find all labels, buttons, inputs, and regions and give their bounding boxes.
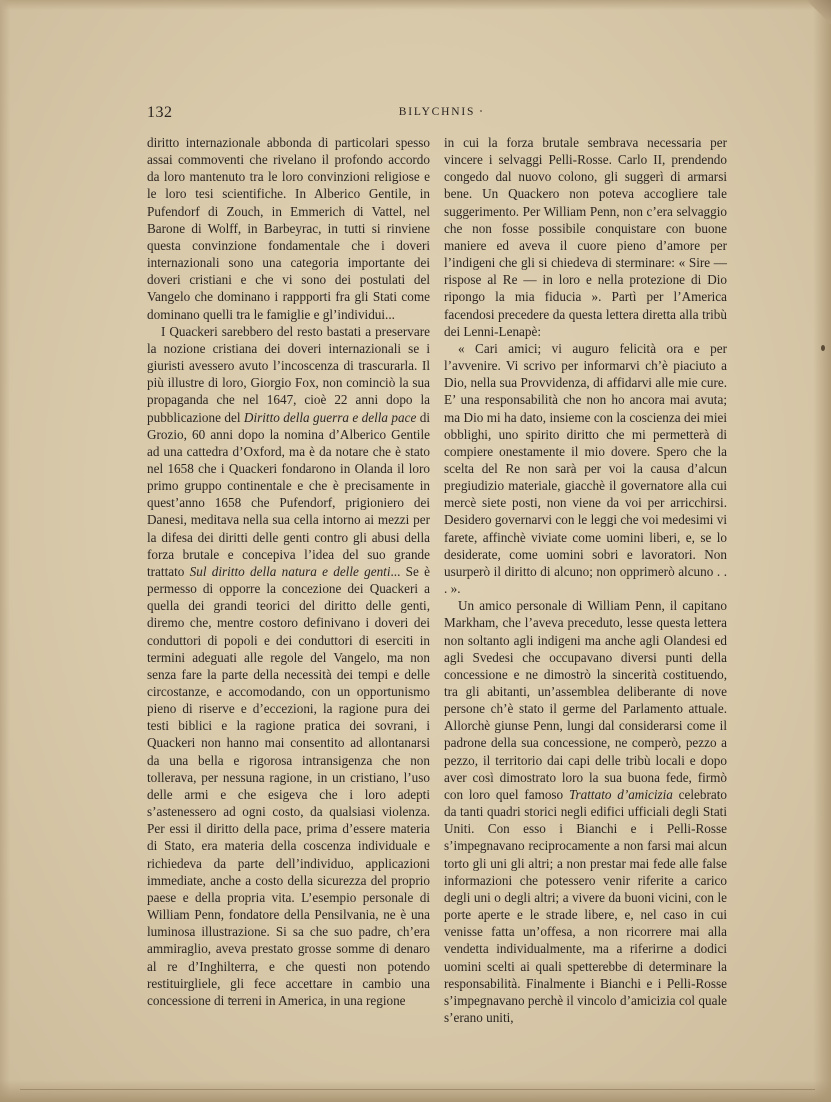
page-edge-shadow-top [0, 0, 831, 10]
text-run: ... Se è permesso di opporre la concezione dei Quackeri a quella dei grandi teorici del diritto delle genti, diremo che, mentre costoro definivano i doveri dei conduttori di popoli e dei conduttori di eserciti in termini adeguati alle regole del Vangelo, ma non senza fare la parte della necessità dei tempi e delle circostanze, e accomodando, con un opportunismo pieno di riserve e d’eccezioni, la ragione pura dei testi biblici e la ragione pratica dei sovrani, i Quackeri non hanno mai consentito ad allontanarsi da una bella e rigorosa intransigenza che non tollerava, per nessuna ragione, in un cristiano, l’uso delle armi e che esigeva che i loro adepti s’astenessero ad ogni costo, da qualsiasi violenza. Per essi il diritto della pace, prima d’essere materia di Stato, era materia della coscenza individuale e richiedeva da parte dell’individuo, applicazioni immediate, anche a costo della sicurezza del proprio paese e della propria vita. L’esempio personale di William Penn, fondatore della Pensilvania, ne è una luminosa illustrazione. Si sa che suo padre, ch’era ammiraglio, aveva prestato grosse somme di denaro al re d’Inghilterra, e che questi non potendo restituirgliele, gli fece accettare in cambio una concessione di terreni in America, in una regione [147, 563, 430, 1008]
page-number: 132 [147, 104, 173, 121]
ink-spot [821, 345, 825, 351]
book-title: Sul diritto della natura e delle genti [189, 563, 391, 579]
quoted-letter: « Cari amici; vi auguro felicità ora e per l’avvenire. Vi scrivo per informarvi ch’è piaciuto a Dio, nella sua Provvidenza, di affidarvi alle mie cure. E’ una responsabilità che non ho ancora mai avuta; ma Dio mi ha dato, insieme con la coscienza dei miei obblighi, uno spirito diritto che mi permetterà di compiere onestamente il mio dovere. Spero che la scelta del Re non sarà per voi la causa d’alcun pregiudizio materiale, giacchè il governatore alla cui mercè siete posti, non viene da voi per arricchirsi. Desidero governarvi con le leggi che voi medesimi vi farete, affinchè viviate come uomini liberi, e, se lo desiderate, come uomini sobri e lavoratori. Non usurperò il diritto di alcuno; non opprimerò alcuno . . . ». [444, 340, 727, 597]
text-run: di Grozio, 60 anni dopo la nomina d’Alberico Gentile ad una cattedra d’Oxford, ma è da notare che è stato nel 1658 che i Quackeri fondarono in Olanda il loro primo gruppo continentale e che è precisamente in quest’anno 1658 che Pufendorf, prigioniero dei Danesi, meditava nella sua cella intorno ai mezzi per la difesa dei diritti delle genti contro gli abusi della forza brutale e concepiva l’idea del suo grande trattato [147, 409, 430, 579]
journal-title: BILYCHNIS [398, 106, 476, 118]
page-bottom-crease [20, 1089, 815, 1090]
paragraph [147, 323, 430, 1009]
running-header [147, 100, 727, 130]
page-edge-shadow-left [0, 0, 10, 1102]
paragraph: diritto internazionale abbonda di particolari spesso assai commoventi che rivelano il profondo accordo da loro mantenuto tra le loro convinzioni religiose e le loro tesi scientifiche. In Alberico Gentile, in Pufendorf di Zouch, in Emmerich di Vattel, nel Barone di Wolff, in Barbeyrac, in tutti si rinviene questa convinzione fondamentale che i doveri internazionali sono una categoria importante dei doveri cristiani e che vi sono dei postulati del Vangelo che dominano i rappporti fra gli Stati come dominano quelli tra le famiglie e gl’individui... [147, 135, 430, 322]
paragraph: in cui la forza brutale sembrava necessaria per vincere i selvaggi Pelli-Rosse. Carlo II, prendendo congedo dal nuovo colono, gli suggerì di armarsi bene. Un Quackero non poteva accogliere tale suggerimento. Per William Penn, non c’era selvaggio che non fosse possibile conquistare con buone maniere ed aveva il cuore pieno d’amore per l’indigeni che gli si chiedeva di sterminare: « Sire — rispose al Re — in loro e nella protezione di Dio ripongo la mia fiducia ». Partì per l’America facendosi precedere da questa lettera diretta alla tribù dei Lenni-Lenapè: [444, 135, 727, 339]
paragraph [444, 597, 727, 1026]
text-run: Un amico personale di William Penn, il capitano Markham, che l’aveva preceduto, lesse questa lettera non soltanto agli indigeni ma anche agli Olandesi ed agli Svedesi che occupavano diversi punti della concessione e ne dimostrò la sincerità costituendo, tra gli abitanti, un’assemblea deliberante di nove persone ch’è stato il germe del Parlamento attuale. Allorchè giunse Penn, lungi dal considerarsi come il padrone della sua concessione, ne comperò, pezzo a pezzo, il territorio dai capi delle tribù locali e dopo aver così dimostrato loro la sua buona fede, firmò con loro quel famoso [444, 598, 727, 802]
book-title: Diritto della guerra e della pace [243, 409, 417, 425]
right-text-column [444, 134, 727, 1026]
text-run: I Quackeri sarebbero del resto bastati a preservare la nozione cristiana dei doveri internazionali se i giuristi avessero avuto l’incoscenza di trascurarla. Il più illustre di loro, Giorgio Fox, non cominciò la sua propaganda che nel 1647, cioè 22 anni dopo la pubblicazione del [147, 323, 430, 425]
page-edge-shadow-right [813, 0, 831, 1102]
corner-fold [801, 0, 831, 24]
treaty-title: Trattato d’amicizia [568, 786, 673, 802]
left-text-column [147, 134, 430, 1009]
text-run: celebrato da tanti quadri storici negli edifici ufficiali degli Stati Uniti. Con esso i Bianchi e i Pelli-Rosse s’impegnavano reciprocamente a non farsi mai alcun torto gli uni gli altri; a non prestar mai fede alle false informazioni che potessero venir riferite a carico degli uni o degli altri; a vivere da buoni vicini, con le porte aperte e le strade libere, e, nel caso in cui venisse fatta un’offesa, a non ricorrere mai alla vendetta individualmente, ma a riferirne a dodici uomini scelti ai quali spetterebbe di determinare la responsabilità. Finalmente i Bianchi e i Pelli-Rosse s’impegnavano perchè il vincolo d’amicizia col quale s’erano uniti, [444, 786, 728, 1025]
page-edge-shadow-bottom [0, 1080, 831, 1102]
